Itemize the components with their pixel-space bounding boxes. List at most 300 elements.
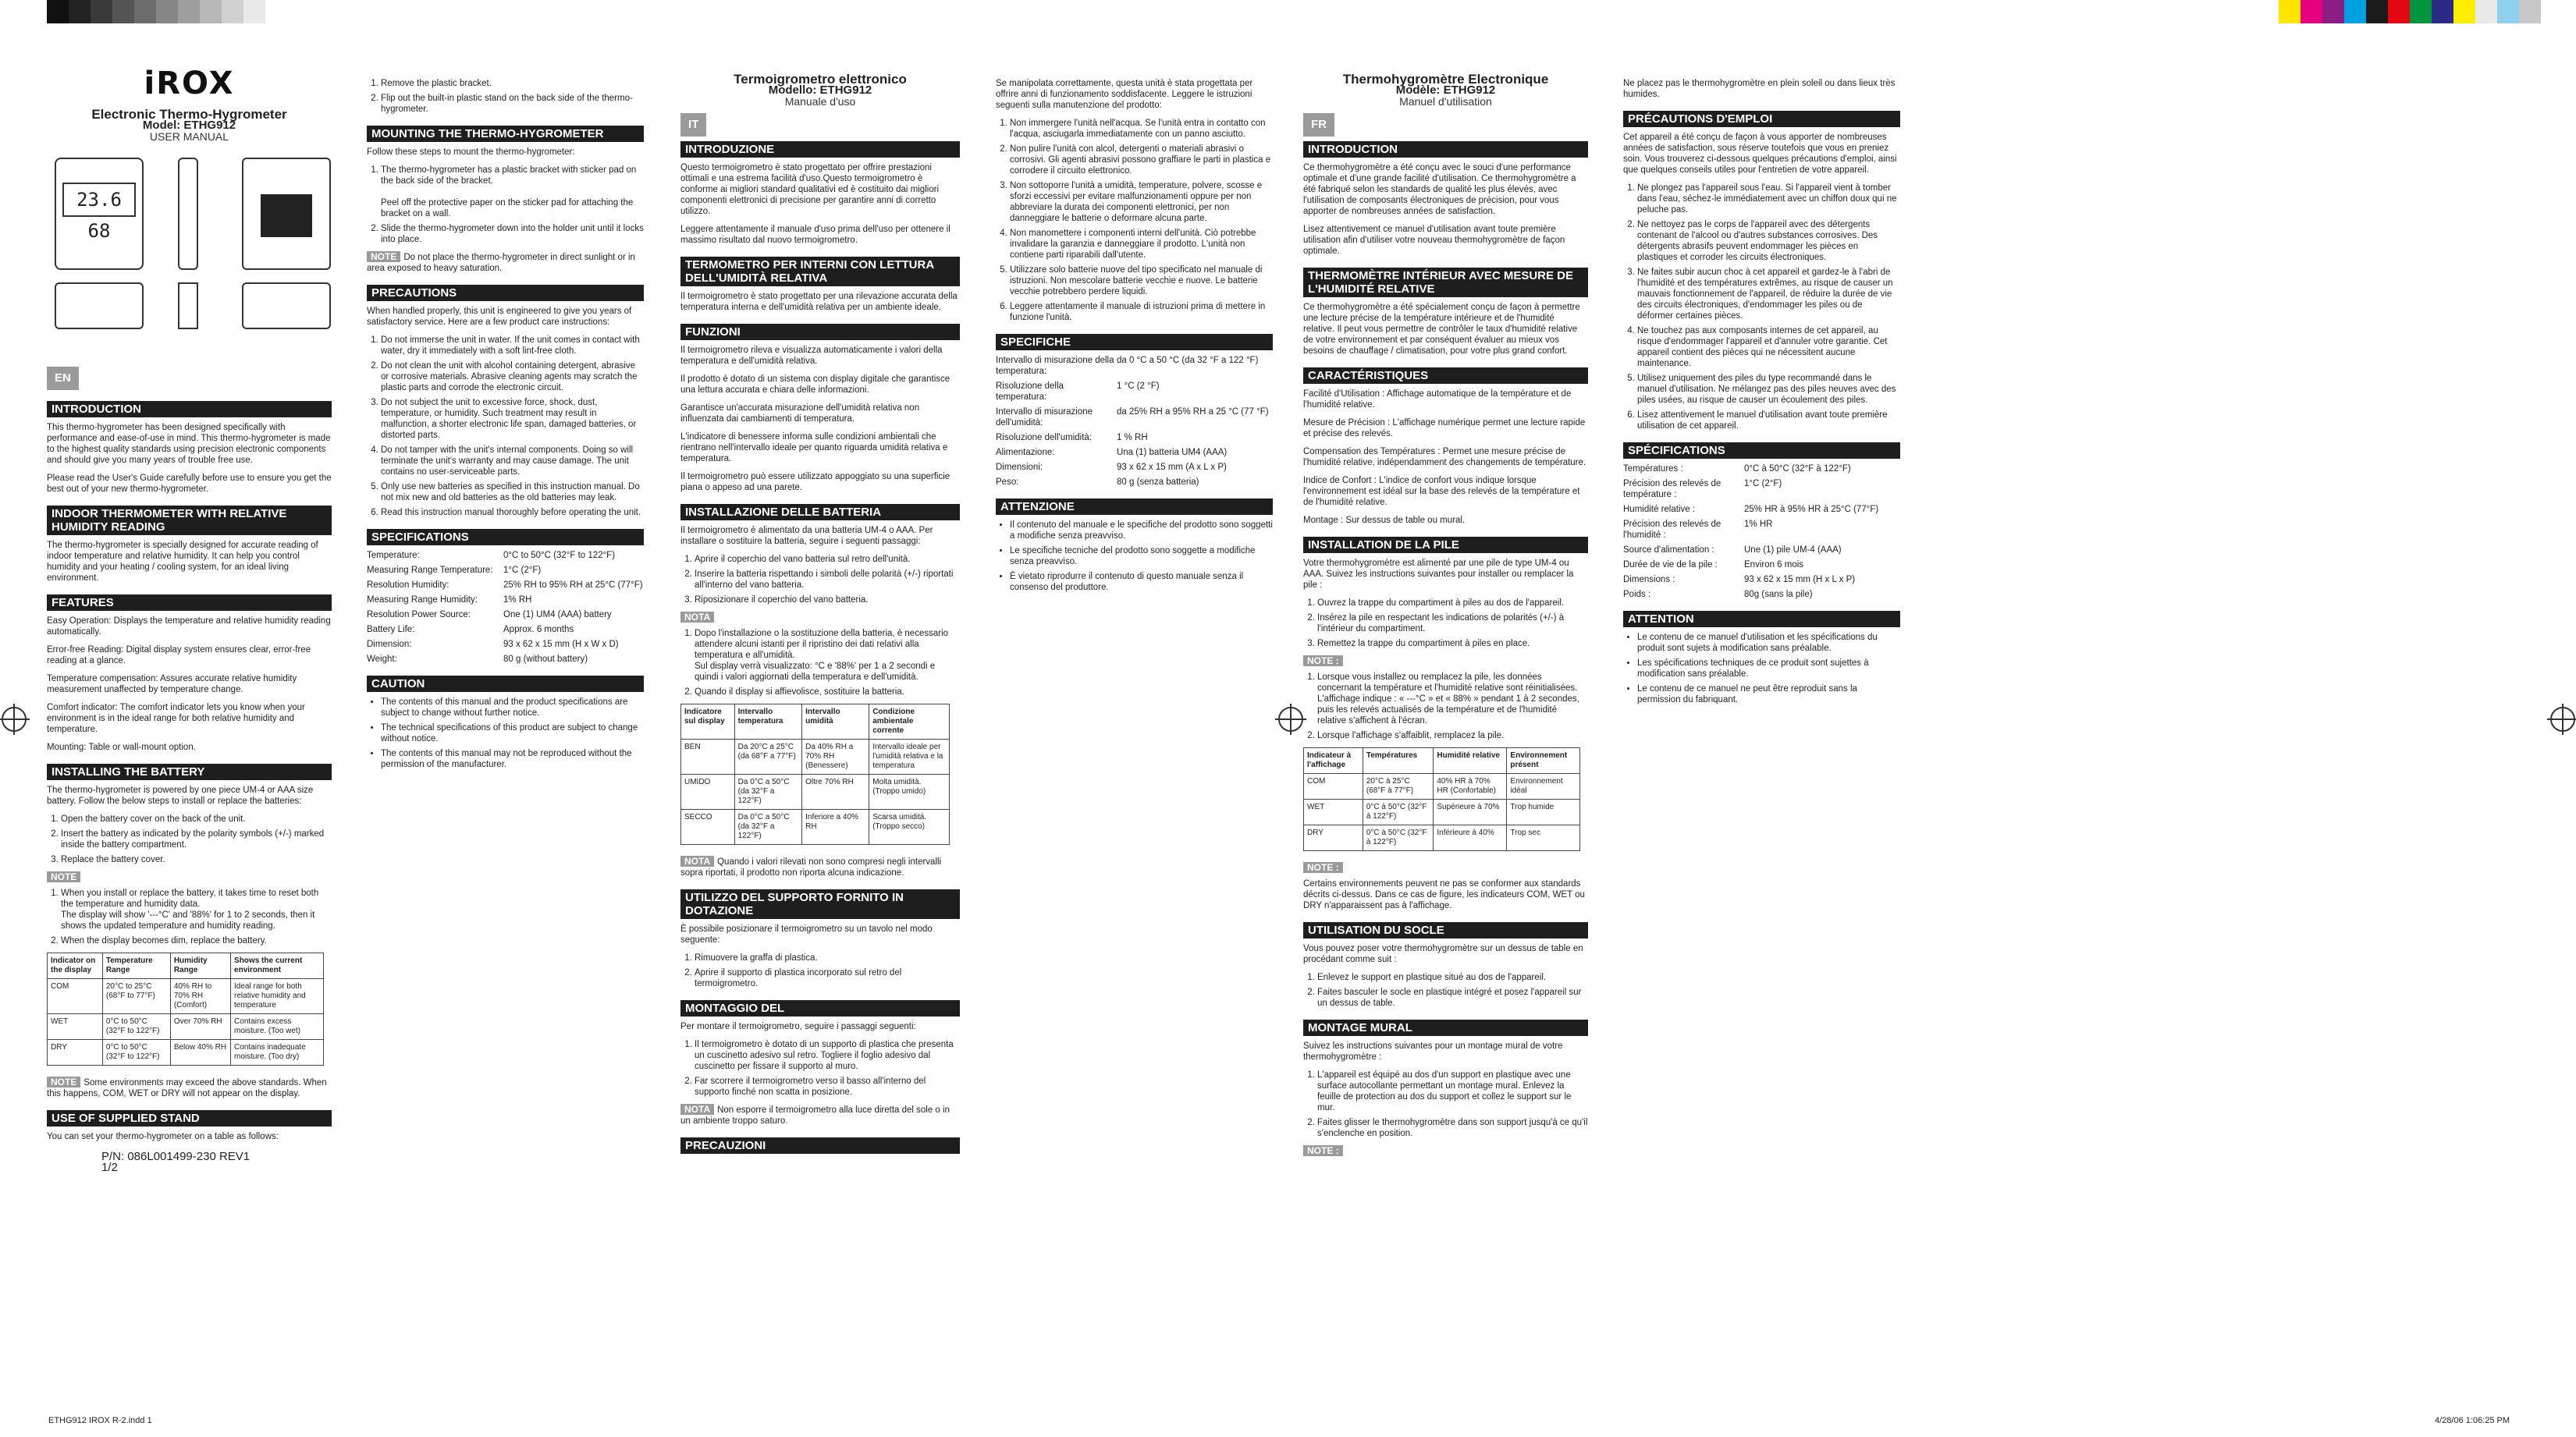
color-swatch	[178, 0, 200, 23]
spec-label: Dimension:	[367, 640, 412, 649]
en-feature: Error-free Reading: Digital display system ensures clear, error-free reading at a glance.	[47, 645, 311, 665]
en-feature: Comfort indicator: The comfort indicator lets you know when your environment is in the ideal range for both relative humidity and temperature.	[47, 703, 305, 734]
fr-indoor-text: Ce thermohygromètre a été spécialement conçu de façon à permettre une lecture précise de la température intérieure et de l'humidité relative. Il peut vous permettre de contrôler le taux d'humidité relative de votre environnement et par conséquent évaluer au mieux vos besoins de chauffage / climatisation, pour votre plus grand confort.	[1303, 303, 1580, 356]
list-item: 4. Non manomettere i componenti interni dell'unità. Ciò potrebbe invalidare la garanzia e danneggiare il prodotto. L'unità non contiene parti riparabili dall'utente.	[1010, 228, 1273, 261]
it-indoor-text: Il termoigrometro è stato progettato per una rilevazione accurata della temperatura interna e dell'umidità relativa per un ambiente ideale.	[680, 292, 958, 312]
bracket-illustration-3	[242, 282, 331, 329]
it-indoor-heading: TERMOMETRO PER INTERNI CON LETTURA DELL'UMIDITÀ RELATIVA	[680, 257, 960, 286]
fr-intro-text-2: Lisez attentivement ce manuel d'utilisation avant toute première utilisation afin d'utiliser votre nouveau thermohygromètre de façon optimale.	[1303, 225, 1565, 256]
spec-value: Una (1) batteria UM4 (AAA)	[1117, 448, 1228, 457]
list-item: 1. L'appareil est équipé au dos d'un support en plastique avec une surface autocollante permettant un montage mural. Enlevez la feuille de protection au dos du support et collez le support sur le mur.	[1317, 1070, 1588, 1113]
list-item: 2. Do not clean the unit with alcohol containing detergent, abrasive or corrosive materials. Abrasive cleaning agents may scratch the plastic parts and corrode the electronic circuit.	[381, 360, 644, 393]
list-item	[381, 165, 644, 219]
device-back-illustration	[242, 158, 331, 270]
list-item	[1317, 672, 1588, 726]
fr-feature: Mesure de Précision : L'affichage numérique permet une lecture rapide et précise des relevés.	[1303, 418, 1586, 438]
spec-label: Source d'alimentation :	[1623, 545, 1714, 555]
list-item: • Le contenu de ce manuel ne peut être reproduit sans la permission du fabriquant.	[1637, 683, 1900, 705]
note-text: Dopo l'installazione o la sostituzione della batteria, è necessario attendere alcuni istanti per il ripristino dei dati relativi alla temperatura e all'umidità.	[695, 629, 949, 660]
spec-value: 1% HR	[1744, 520, 1773, 529]
fr-manual-label: Manuel d'utilisation	[1399, 95, 1492, 108]
table-cell: Da 20°C a 25°C (da 68°F a 77°F)	[734, 740, 801, 775]
fr-intro-heading: INTRODUCTION	[1303, 141, 1588, 158]
spec-value: 80g (sans la pile)	[1744, 590, 1813, 599]
note-text: Non esporre il termoigrometro alla luce diretta del sole o in un ambiente troppo saturo.	[680, 1105, 950, 1126]
table-cell: COM	[1304, 774, 1363, 800]
column-it-1	[680, 74, 960, 1158]
list-item: 5. Utilizzare solo batterie nuove del tipo specificato nel manuale di istruzioni. Non mescolare batterie vecchie e nuove. Le batterie vecchie potrebbero perdere liquidi.	[1010, 264, 1273, 297]
list-item	[695, 628, 960, 683]
list-item: 2. Lorsque l'affichage s'affaiblit, remplacez la pile.	[1317, 730, 1588, 741]
color-swatch	[2366, 0, 2388, 23]
step-text: Peel off the protective paper on the sticker pad for attaching the bracket on a wall.	[381, 198, 634, 218]
color-swatch	[2322, 0, 2344, 23]
it-attention-heading: ATTENZIONE	[996, 499, 1273, 515]
list-item: 3. Do not subject the unit to excessive force, shock, dust, temperature, or humidity. Such treatment may result in malfunction, a shorter electronic life span, damaged batteries, or distorted parts.	[381, 397, 644, 441]
table-row	[48, 1040, 324, 1066]
en-caution-heading: CAUTION	[367, 676, 644, 692]
list-item: 2. Faites basculer le socle en plastique intégré et posez l'appareil sur un dessus de table.	[1317, 987, 1588, 1009]
table-row	[48, 1014, 324, 1040]
spec-label: Measuring Range Temperature:	[367, 566, 493, 575]
it-function: Il prodotto è dotato di un sistema con display digitale che garantisce una lettura accurata e chiara delle informazioni.	[680, 374, 950, 395]
it-function: Il termoigrometro rileva e visualizza automaticamente i valori della temperatura e dell'umidità relativa.	[680, 346, 943, 366]
en-caution-list	[367, 697, 644, 770]
registration-mark-right	[2550, 707, 2575, 732]
en-indoor-text: The thermo-hygrometer is specially designed for accurate reading of indoor temperature and relative humidity. It can help you control humidity and your heating / cooling system, for an ideal living environment.	[47, 541, 318, 583]
spec-value: 80 g (senza batteria)	[1117, 477, 1199, 487]
table-cell: COM	[48, 979, 103, 1014]
table-row	[681, 740, 950, 775]
table-cell: Da 0°C a 50°C (da 32°F a 122°F)	[734, 775, 801, 810]
table-cell: UMIDO	[681, 775, 735, 810]
spec-label: Intervallo di misurazione della temperatura:	[996, 356, 1114, 376]
en-note-steps	[47, 888, 332, 946]
note-text: Some environments may exceed the above standards. When this happens, COM, WET or DRY will not appear on the display.	[47, 1078, 327, 1098]
note-text: L'affichage indique : « ---°C » et « 88% » pendant 1 à 2 secondes, puis les relevés actualisés de la température et de l'humidité relative s'affichent à l'écran.	[1317, 694, 1579, 726]
table-cell: Contains inadequate moisture. (Too dry)	[231, 1040, 324, 1066]
it-spec-table	[996, 355, 1273, 488]
page-number: 1/2	[101, 1161, 118, 1174]
note-text: Do not place the thermo-hygrometer in direct sunlight or in area exposed to heavy saturation.	[367, 253, 635, 273]
it-battery-steps	[680, 554, 960, 605]
it-note-steps	[680, 628, 960, 697]
list-item: • The contents of this manual and the product specifications are subject to change without further notice.	[381, 697, 644, 718]
fr-attention-heading: ATTENTION	[1623, 611, 1900, 627]
fr-precautions-text: Cet appareil a été conçu de façon à vous apporter de nombreuses années de satisfaction, sous réserve toutefois que vous en preniez soin. Vous trouverez ci-dessous quelques précautions d'emploi, ainsi que quelques conseils utiles pour l'entretien de votre appareil.	[1623, 133, 1897, 175]
note-text: The display will show '---°C' and '88%' for 1 to 2 seconds, then it shows the updated temperature and humidity reading.	[61, 910, 315, 931]
table-cell: Below 40% RH	[170, 1040, 230, 1066]
table-header-row	[1304, 748, 1580, 774]
bracket-illustration-2	[178, 282, 198, 329]
list-item: 3. Replace the battery cover.	[61, 854, 332, 865]
spec-value: 1 % RH	[1117, 433, 1148, 442]
spec-value: 80 g (without battery)	[503, 655, 588, 664]
list-item: 1. Aprire il coperchio del vano batteria sul retro dell'unità.	[695, 554, 960, 565]
list-item: • The technical specifications of this product are subject to change without notice.	[381, 722, 644, 744]
list-item: 2. Slide the thermo-hygrometer down into the holder unit until it locks into place.	[381, 223, 644, 245]
table-cell: Supérieure à 70%	[1434, 800, 1507, 825]
fr-battery-text: Votre thermohygromètre est alimenté par une pile de type UM-4 ou AAA. Suivez les instructions suivantes pour installer ou remplacer la pile :	[1303, 559, 1574, 590]
list-item: 2. Faites glisser le thermohygromètre dans son support jusqu'à ce qu'il s'enclenche en position.	[1317, 1117, 1588, 1139]
list-item: • The contents of this manual may not be reproduced without the permission of the manufacturer.	[381, 748, 644, 770]
en-specifications-heading: SPECIFICATIONS	[367, 529, 644, 545]
it-attention-list	[996, 520, 1273, 593]
spec-label: Intervallo di misurazione dell'umidità:	[996, 407, 1093, 428]
en-feature: Easy Operation: Displays the temperature and relative humidity reading automatically.	[47, 616, 331, 637]
table-cell: DRY	[48, 1040, 103, 1066]
list-item: 2. Quando il display si affievolisce, sostituire la batteria.	[695, 687, 960, 697]
spec-label: Températures :	[1623, 464, 1683, 474]
footer-file-label: ETHG912 IROX R-2.indd 1	[48, 1416, 152, 1425]
table-cell: Molta umidità. (Troppo umido)	[869, 775, 950, 810]
list-item: 1. Open the battery cover on the back of the unit.	[61, 814, 332, 825]
table-cell: 40% RH to 70% RH (Comfort)	[170, 979, 230, 1014]
spec-value: 93 x 62 x 15 mm (H x W x D)	[503, 640, 619, 649]
fr-specifications-heading: SPÉCIFICATIONS	[1623, 442, 1900, 459]
fr-indicator-table	[1303, 747, 1580, 851]
list-item: 6. Leggere attentamente il manuale di istruzioni prima di mettere in funzione l'unità.	[1010, 301, 1273, 323]
fr-battery-steps	[1303, 598, 1588, 649]
it-manual-label: Manuale d'uso	[784, 95, 856, 108]
it-mount-heading: MONTAGGIO DEL	[680, 1000, 960, 1017]
fr-note-steps	[1303, 672, 1588, 741]
spec-value: Approx. 6 months	[503, 625, 574, 634]
list-item: 3. Remettez la trappe du compartiment à piles en place.	[1317, 638, 1588, 649]
color-calibration-bar-left	[47, 0, 281, 23]
table-cell: Inférieure à 40%	[1434, 825, 1507, 851]
table-row	[681, 810, 950, 845]
color-swatch	[47, 0, 69, 23]
list-item	[61, 888, 332, 931]
spec-label: Précision des relevés de l'humidité :	[1623, 520, 1721, 540]
registration-mark-left	[2, 707, 27, 732]
color-swatch	[2453, 0, 2475, 23]
en-stand-steps	[367, 78, 644, 115]
it-precautions-list	[996, 118, 1273, 323]
color-swatch	[2388, 0, 2410, 23]
table-header: Indicator on the display	[48, 953, 103, 979]
list-item: 2. Insert the battery as indicated by the polarity symbols (+/-) marked inside the battery compartment.	[61, 828, 332, 850]
color-swatch	[200, 0, 222, 23]
spec-value: da 25% RH a 95% RH a 25 °C (77 °F)	[1117, 407, 1269, 417]
en-note-2	[47, 1077, 332, 1099]
table-cell: BEN	[681, 740, 735, 775]
en-battery-heading: INSTALLING THE BATTERY	[47, 764, 332, 780]
en-mount-note	[367, 251, 644, 274]
spec-value: 1°C (2°F)	[503, 566, 542, 575]
table-cell: Trop humide	[1507, 800, 1580, 825]
table-row	[48, 979, 324, 1014]
note-label: NOTA	[680, 856, 714, 867]
en-model: Model: ETHG912	[142, 119, 236, 132]
en-spec-table	[367, 550, 644, 665]
color-swatch	[222, 0, 243, 23]
en-title: Electronic Thermo-Hygrometer	[91, 107, 287, 122]
spec-label: Measuring Range Humidity:	[367, 595, 478, 605]
fr-stand-text: Vous pouvez poser votre thermohygromètre sur un dessus de table en procédant comme suit :	[1303, 944, 1583, 964]
spec-label: Précision des relevés de température :	[1623, 479, 1721, 499]
it-intro-heading: INTRODUZIONE	[680, 141, 960, 158]
spec-label: Durée de vie de la pile :	[1623, 560, 1718, 569]
list-item: • È vietato riprodurre il contenuto di questo manuale senza il consenso del produttore.	[1010, 571, 1273, 593]
note-text: Sul display verrà visualizzato: °C e '88%' per 1 a 2 secondi e quindi i valori aggiornati della temperatura e dell'umidità.	[695, 662, 936, 682]
fr-title: Thermohygromètre Electronique	[1342, 72, 1549, 87]
it-functions-heading: FUNZIONI	[680, 324, 960, 340]
list-item: • Les spécifications techniques de ce produit sont sujettes à modification sans préalable.	[1637, 658, 1900, 679]
spec-label: Resolution Humidity:	[367, 580, 449, 590]
spec-value: One (1) UM4 (AAA) battery	[503, 610, 612, 619]
table-cell: 20°C à 25°C (68°F à 77°F)	[1363, 774, 1434, 800]
color-swatch	[91, 0, 112, 23]
list-item: 1. Il termoigrometro è dotato di un supporto di plastica che presenta un cuscinetto adesivo sul retro. Togliere il foglio adesivo dal cuscinetto per fissare il supporto al muro.	[695, 1039, 960, 1072]
list-item: 1. Ne plongez pas l'appareil sous l'eau. Si l'appareil vient à tomber dans l'eau, séchez-le immédiatement avec un chiffon doux qui ne peluche pas.	[1637, 183, 1900, 215]
it-function: L'indicatore di benessere informa sulle condizioni ambientali che rientrano nell'intervallo ideale per quanto riguarda umidità relativa e temperatura.	[680, 432, 948, 463]
color-swatch	[2344, 0, 2366, 23]
it-note-label: NOTA	[680, 612, 714, 623]
fr-note-label-2: NOTE :	[1303, 862, 1343, 873]
table-header: Humidity Range	[170, 953, 230, 979]
spec-label: Weight:	[367, 655, 397, 664]
color-swatch	[2497, 0, 2519, 23]
it-stand-steps	[680, 953, 960, 989]
table-header: Intervallo temperatura	[734, 704, 801, 740]
table-cell: Scarsa umidità. (Troppo secco)	[869, 810, 950, 845]
list-item: 3. Riposizionare il coperchio del vano batteria.	[695, 594, 960, 605]
device-illustrations	[47, 158, 332, 360]
color-swatch	[2301, 0, 2322, 23]
list-item: 3. Ne faites subir aucun choc à cet appareil et gardez-le à l'abri de l'humidité et des températures extrêmes, au risque de causer un mauvais fonctionnement de l'appareil, de réduire la durée de vie des circuits électroniques, d'endommager les piles ou de déformer certaines pièces.	[1637, 267, 1900, 321]
table-row	[1304, 800, 1580, 825]
note-label: NOTE	[47, 1077, 80, 1088]
table-cell: 0°C à 50°C (32°F à 122°F)	[1363, 825, 1434, 851]
spec-value: Environ 6 mois	[1744, 560, 1804, 569]
table-cell: 20°C to 25°C (68°F to 77°F)	[102, 979, 170, 1014]
note-label: NOTA	[680, 1104, 714, 1115]
spec-value: da 0 °C a 50 °C (da 32 °F a 122 °F)	[1117, 356, 1259, 365]
fr-feature: Indice de Confort : L'indice de confort vous indique lorsque l'environnement est idéal sur la base des relevés de la température et de l'humidité relative.	[1303, 476, 1580, 507]
list-item: 1. Remove the plastic bracket.	[381, 78, 644, 89]
list-item: 1. Ouvrez la trappe du compartiment à piles au dos de l'appareil.	[1317, 598, 1588, 609]
it-function: Il termoigrometro può essere utilizzato appoggiato su una superficie piana o appeso ad una parete.	[680, 472, 950, 492]
en-note-label: NOTE	[47, 871, 80, 882]
list-item: 5. Only use new batteries as specified in this instruction manual. Do not mix new and old batteries as the old batteries may leak.	[381, 481, 644, 503]
table-header: Temperature Range	[102, 953, 170, 979]
it-model: Modello: ETHG912	[768, 83, 872, 97]
color-swatch	[69, 0, 91, 23]
fr-feature: Compensation des Températures : Permet une mesure précise de l'humidité relative, indépendamment des changements de température.	[1303, 447, 1586, 467]
table-cell: DRY	[1304, 825, 1363, 851]
fr-mount-text: Suivez les instructions suivantes pour un montage mural de votre thermohygromètre :	[1303, 1041, 1563, 1062]
fr-stand-steps	[1303, 972, 1588, 1009]
spec-value: 1°C (2°F)	[1744, 479, 1782, 488]
table-row	[1304, 825, 1580, 851]
part-number: P/N: 086L001499-230 REV1	[101, 1150, 250, 1163]
en-battery-text: The thermo-hygrometer is powered by one piece UM-4 or AAA size battery. Follow the below steps to install or replace the batteries:	[47, 786, 314, 806]
table-cell: Inferiore a 40% RH	[802, 810, 869, 845]
fr-stand-heading: UTILISATION DU SOCLE	[1303, 922, 1588, 938]
color-swatch	[156, 0, 178, 23]
en-precautions-list	[367, 335, 644, 518]
battery-cover-illustration	[261, 194, 312, 237]
spec-label: Risoluzione dell'umidità:	[996, 433, 1093, 442]
it-mount-text: Per montare il termoigrometro, seguire i passaggi seguenti:	[680, 1022, 916, 1031]
en-features-heading: FEATURES	[47, 594, 332, 611]
list-item: 1. Non immergere l'unità nell'acqua. Se l'unità entra in contatto con l'acqua, asciugarla immediatamente con un panno asciutto.	[1010, 118, 1273, 140]
en-feature: Temperature compensation: Assures accurate relative humidity measurement unaffected by temperature change.	[47, 674, 297, 694]
lang-tab-en: EN	[47, 367, 79, 390]
table-cell: WET	[1304, 800, 1363, 825]
spec-label: Humidité relative :	[1623, 505, 1696, 514]
it-function: Garantisce un'accurata misurazione dell'umidità relativa non influenzata dai cambiamenti di temperatura.	[680, 403, 920, 424]
en-intro-text-2: Please read the User's Guide carefully before use to ensure you get the best out of your new thermo-hygrometer.	[47, 474, 332, 494]
note-label: NOTE	[367, 251, 400, 262]
en-manual-label: USER MANUAL	[149, 130, 229, 143]
spec-label: Battery Life:	[367, 625, 415, 634]
fr-features-heading: CARACTÉRISTIQUES	[1303, 367, 1588, 384]
color-swatch	[2279, 0, 2301, 23]
it-battery-text: Il termoigrometro è alimentato da una batteria UM-4 o AAA. Per installare o sostituire la batteria, seguire i seguenti passaggi:	[680, 526, 933, 546]
list-item: 2. Aprire il supporto di plastica incorporato sul retro del termoigrometro.	[695, 967, 960, 989]
note-text: Lorsque vous installez ou remplacez la pile, les données concernant la température et l'humidité relative sont réinitialisées.	[1317, 672, 1578, 693]
table-header-row	[681, 704, 950, 740]
it-mount-steps	[680, 1039, 960, 1098]
table-cell: Ideal range for both relative humidity and temperature	[231, 979, 324, 1014]
table-cell: SECCO	[681, 810, 735, 845]
list-item: 2. Non pulire l'unità con alcol, detergenti o materiali abrasivi o corrosivi. Gli agenti abrasivi possono graffiare le parti in plastica e corrodere il circuito elettronico.	[1010, 144, 1273, 176]
fr-precautions-heading: PRÉCAUTIONS D'EMPLOI	[1623, 111, 1900, 127]
en-mount-heading: MOUNTING THE THERMO-HYGROMETER	[367, 126, 644, 142]
spec-label: Resolution Power Source:	[367, 610, 471, 619]
table-header: Condizione ambientale corrente	[869, 704, 950, 740]
irox-logo: iROX	[144, 66, 235, 101]
lang-tab-fr: FR	[1303, 113, 1334, 137]
fr-intro-text: Ce thermohygromètre a été conçu avec le souci d'une performance optimale et d'une grande facilité d'utilisation. Ce thermohygromètre a été fabriqué selon les standards de qualité les plus élevés, avec l'utilisation de composants électroniques de précision, pour vous apporter de nombreuses années de satisfaction.	[1303, 163, 1576, 216]
it-indicator-table	[680, 704, 950, 845]
en-stand-heading: USE OF SUPPLIED STAND	[47, 1110, 332, 1127]
spec-value: 93 x 62 x 15 mm (H x L x P)	[1744, 575, 1856, 584]
fr-spec-table	[1623, 463, 1900, 600]
lang-tab-it: IT	[680, 113, 706, 137]
table-cell: Over 70% RH	[170, 1014, 230, 1040]
table-header: Shows the current environment	[231, 953, 324, 979]
table-header: Indicatore sul display	[681, 704, 735, 740]
en-precautions-text: When handled properly, this unit is engineered to give you years of satisfactory service. Here are a few product care instructions:	[367, 307, 632, 327]
spec-label: Dimensions :	[1623, 575, 1675, 584]
spec-value: 1 °C (2 °F)	[1117, 381, 1160, 391]
it-specifications-heading: SPECIFICHE	[996, 334, 1273, 350]
table-header-row	[48, 953, 324, 979]
spec-value: Une (1) pile UM-4 (AAA)	[1744, 545, 1842, 555]
list-item: 6. Read this instruction manual thoroughly before operating the unit.	[381, 507, 644, 518]
fr-precautions-list	[1623, 183, 1900, 431]
list-item: 2. When the display becomes dim, replace the battery.	[61, 935, 332, 946]
it-stand-text: È possibile posizionare il termoigrometro su un tavolo nel modo seguente:	[680, 924, 933, 945]
list-item: 5. Utilisez uniquement des piles du type recommandé dans le manuel d'utilisation. Ne mélangez pas des piles neuves avec des piles usées, au risque de causer un écoulement des piles.	[1637, 373, 1900, 406]
table-cell: 0°C to 50°C (32°F to 122°F)	[102, 1014, 170, 1040]
color-swatch	[243, 0, 265, 23]
it-precautions-heading: PRECAUZIONI	[680, 1137, 960, 1154]
list-item: 2. Flip out the built-in plastic stand on the back side of the thermo-hygrometer.	[381, 93, 644, 115]
table-row	[681, 775, 950, 810]
fr-feature: Facilité d'Utilisation : Affichage automatique de la température et de l'humidité relative.	[1303, 389, 1572, 410]
device-front-illustration	[55, 158, 144, 270]
fr-note-label-3: NOTE :	[1303, 1145, 1343, 1156]
it-title: Termoigrometro elettronico	[734, 72, 907, 87]
list-item: 6. Lisez attentivement le manuel d'utilisation avant toute première utilisation de cet appareil.	[1637, 410, 1900, 431]
spec-value: 25% RH to 95% RH at 25°C (77°F)	[503, 580, 643, 590]
it-battery-heading: INSTALLAZIONE DELLE BATTERIA	[680, 504, 960, 520]
color-swatch	[2475, 0, 2497, 23]
fr-note-label: NOTE :	[1303, 655, 1343, 666]
en-indoor-heading: INDOOR THERMOMETER WITH RELATIVE HUMIDITY READING	[47, 506, 332, 535]
spec-label: Temperature:	[367, 551, 420, 560]
fr-note-3: Certains environnements peuvent ne pas se conformer aux standards décrits ci-dessus. Dans ce cas de figure, les indicateurs COM, WET ou DRY n'apparaissent pas à l'affichage.	[1303, 879, 1585, 910]
list-item: 1. Enlevez le support en plastique situé au dos de l'appareil.	[1317, 972, 1588, 983]
note-text: When you install or replace the battery, it takes time to reset both the temperature and humidity data.	[61, 889, 319, 909]
list-item: 2. Ne nettoyez pas le corps de l'appareil avec des détergents contenant de l'alcool ou d'autres substances corrosives. Des détergents abrasifs peuvent endommager les pièces en plastiques et corroder les circuits électroniques.	[1637, 219, 1900, 263]
column-en-2	[367, 78, 644, 776]
en-indicator-table	[47, 953, 324, 1066]
list-item: 1. Do not immerse the unit in water. If the unit comes in contact with water, dry it immediately with a soft lint-free cloth.	[381, 335, 644, 357]
it-intro-text: Questo termoigrometro è stato progettato per offrire prestazioni ottimali e una estrema facilità d'uso.Questo termoigrometro è conforme ai migliori standard qualitativi ed è costituito dai migliori componenti elettronici di precisione per garantire anni di corretto utilizzo.	[680, 163, 940, 216]
it-precautions-text: Se manipolata correttamente, questa unità è stata progettata per offrire anni di funzionamento soddisfacente. Leggere le istruzioni seguenti sulla manutenzione del prodotto:	[996, 79, 1253, 110]
spec-value: 93 x 62 x 15 mm (A x L x P)	[1117, 463, 1227, 472]
table-cell: Intervallo ideale per l'umidità relativa e la temperatura	[869, 740, 950, 775]
column-fr-1	[1303, 74, 1588, 1157]
table-header: Températures	[1363, 748, 1434, 774]
color-swatch	[2519, 0, 2541, 23]
step-text: The thermo-hygrometer has a plastic bracket with sticker pad on the back side of the bracket.	[381, 165, 637, 186]
table-cell: Da 0°C a 50°C (da 32°F a 122°F)	[734, 810, 801, 845]
en-stand-text: You can set your thermo-hygrometer on a table as follows:	[47, 1132, 279, 1141]
spec-label: Poids :	[1623, 590, 1651, 599]
fr-mount-heading: MONTAGE MURAL	[1303, 1020, 1588, 1036]
spec-label: Peso:	[996, 477, 1019, 487]
list-item: • Le contenu de ce manuel d'utilisation et les spécifications du produit sont sujets à modification sans préalable.	[1637, 632, 1900, 654]
color-calibration-bar-right	[2279, 0, 2544, 23]
table-cell: Environnement idéal	[1507, 774, 1580, 800]
table-cell: 0°C to 50°C (32°F to 122°F)	[102, 1040, 170, 1066]
note-text: Quando i valori rilevati non sono compresi negli intervalli sopra riportati, il prodotto non riporta alcuna indicazione.	[680, 857, 942, 878]
spec-label: Dimensioni:	[996, 463, 1043, 472]
spec-value: 25% HR à 95% HR à 25°C (77°F)	[1744, 505, 1879, 514]
list-item: • Le specifiche tecniche del prodotto sono soggette a modifiche senza preavviso.	[1010, 545, 1273, 567]
en-battery-steps	[47, 814, 332, 865]
en-mount-text: Follow these steps to mount the thermo-hygrometer:	[367, 147, 575, 157]
fr-battery-heading: INSTALLATION DE LA PILE	[1303, 537, 1588, 553]
column-it-2	[996, 78, 1273, 599]
fr-mount-steps	[1303, 1070, 1588, 1139]
table-row	[1304, 774, 1580, 800]
en-intro-heading: INTRODUCTION	[47, 401, 332, 417]
it-stand-heading: UTILIZZO DEL SUPPORTO FORNITO IN DOTAZIONE	[680, 889, 960, 919]
en-intro-text: This thermo-hygrometer has been designed specifically with performance and ease-of-use in mind. This thermo-hygrometer is made to the highest quality standards using precision electronic components and should give you many years of trouble free use.	[47, 423, 331, 465]
fr-feature: Montage : Sur dessus de table ou mural.	[1303, 516, 1466, 525]
list-item: 4. Ne touchez pas aux composants internes de cet appareil, au risque d'endommager l'appareil et d'annuler votre garantie. Cet appareil contient des pièces qui ne nécessitent aucune maintenance.	[1637, 325, 1900, 369]
it-intro-text-2: Leggere attentamente il manuale d'uso prima dell'uso per ottenere il massimo risultato dal nuovo termoigrometro.	[680, 225, 950, 245]
column-fr-2	[1623, 78, 1900, 711]
spec-value: 0°C à 50°C (32°F à 122°F)	[1744, 464, 1851, 474]
fr-indoor-heading: THERMOMÈTRE INTÉRIEUR AVEC MESURE DE L'HUMIDITÉ RELATIVE	[1303, 268, 1588, 297]
list-item: 3. Non sottoporre l'unità a umidità, temperature, polvere, scosse e sforzi eccessivi per evitare malfunzionamenti oppure per non abbreviare la durata dei componenti elettronici, per non danneggiare le batterie o deformare alcuna parte.	[1010, 180, 1273, 224]
table-cell: Contains excess moisture. (Too wet)	[231, 1014, 324, 1040]
spec-value: 0°C to 50°C (32°F to 122°F)	[503, 551, 616, 560]
device-side-illustration	[178, 158, 198, 270]
fr-attention-list	[1623, 632, 1900, 705]
table-cell: Da 40% RH a 70% RH (Benessere)	[802, 740, 869, 775]
color-swatch	[2432, 0, 2453, 23]
